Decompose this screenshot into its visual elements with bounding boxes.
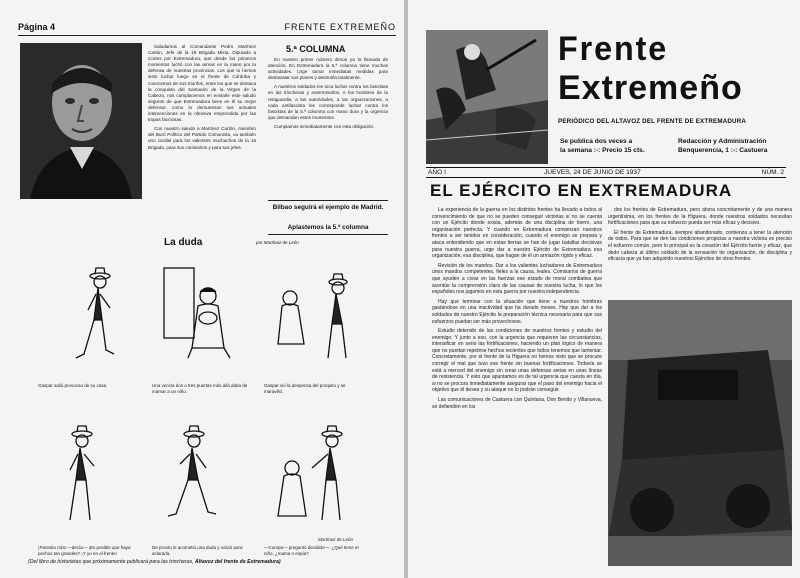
issue-year: AÑO I	[428, 169, 446, 176]
administration-label: Redacción y Administración	[678, 138, 767, 145]
issue-date: JUEVES, 24 DE JUNIO DE 1937	[544, 169, 641, 176]
army-paragraph-6: dos los frentes de Extremadura, pero ahora concretamente y de una manera urgentísima, en los frentes de la Higuera, donde nuestros soldados necesitan fortificaciones para que su esfuerzo pueda ser más eficaz y decisivo.	[608, 207, 792, 227]
publication-price: la semana :-: Precio 15 cts.	[560, 147, 645, 154]
footer-caption-bold: Altavoz del frente de Extremadura)	[194, 559, 281, 565]
dateline-bar	[426, 167, 786, 178]
page-number: Página 4	[18, 22, 56, 32]
comic-panel-2	[150, 258, 250, 378]
masthead-battle-drawing	[426, 30, 548, 164]
masthead-illustration	[426, 30, 548, 164]
army-article-column-1	[432, 207, 602, 569]
quinta-columna-title: 5.ª COLUMNA	[286, 44, 346, 54]
comic-signature: Martínez de León	[318, 537, 354, 542]
publication-frequency: Se publica dos veces a	[560, 138, 633, 145]
mother-child-drawing	[150, 258, 250, 378]
main-headline: EL EJÉRCITO EN EXTREMADURA	[430, 181, 733, 200]
comic-panel-3	[262, 258, 362, 378]
army-paragraph-2: Revisión de los mandos. Dar a los valientes luchadores de Extremadura unos mandos competentes, fieles a la causa, leales. Comisarios de guerra que ayuden a crear en las fuerzas ese estado de moral combativa que acentúe la comprensión clara de las causas de nuestra lucha, lo que los españoles nos jugamos en esta guerra por nuestra independencia.	[432, 262, 602, 296]
issue-number: NÚM. 2	[761, 169, 784, 176]
greeting-paragraph-2: Con nuestro saludo a Martínez Cartón, miembro del Buró Político del Partido Comunista, va también uno cordial para los valientes muchachos de la 16 Brigada, para sus comisarios y para sus jefes.	[148, 126, 256, 150]
army-article-column-2	[608, 207, 792, 295]
army-paragraph-5: Las comunicaciones de Castuera con Quintana, Don Benito y Villanueva, se defienden en los	[432, 397, 602, 410]
comic-caption-5: De pronto le acometió una duda y volvió para aclararla.	[152, 545, 243, 556]
footer-caption-italic: (Del libro de historietas que próximamente publicará para las trincheras,	[28, 559, 194, 565]
armored-vehicle-photo	[608, 300, 792, 566]
man-asking-drawing	[262, 420, 362, 540]
walking-man-drawing	[40, 258, 140, 378]
left-page-header	[18, 22, 396, 36]
quinta-paragraph-2: A nuestros soldados les toca luchar contra los fascistas en las trincheras y exterminarlos. A los hombres de la retaguardia, a las autoridades, a las organizaciones, a cada antifascista les corresponde luchar contra los fascistas de la 5.ª columna con mano dura y la urgencia que demandan estos momentos.	[268, 84, 388, 120]
greeting-paragraph-1: Saludamos al Comandante Pedro Martínez Cartón, Jefe de la 16 Brigada Mixta, Diputado a Cortes por Extremadura, que desde los primeros momentos luchó con las armas en la mano por la defensa de nuestras provincias. Los que lo hemos visto luchar luego en el frente de Córdoba y conocemos de sus triunfos, entre los que se destaca la conquista del Santuario de la Virgen de la Cabeza, nos complacemos en enviarle este saludo seguros de que Extremadura tiene en él su mejor defensor, como lo demuestran sus actuales intervenciones en la ofensiva emprendida por las tropas facciosas.	[148, 44, 256, 123]
army-paragraph-3: Hay que terminar con la situación que tiene a nuestros hombres gastándose en una inactividad que ha durado meses. Hay que dar a los soldados de nuestro Ejército la preparación técnica necesaria para que sus esfuerzos puedan ser más provechosos.	[432, 298, 602, 325]
comic-panel-4	[40, 420, 140, 540]
surprised-man-drawing	[40, 420, 140, 540]
masthead-subtitle: PERIÓDICO DEL ALTAVOZ DEL FRENTE DE EXTREMADURA	[558, 118, 747, 125]
quinta-paragraph-1: En nuestro primer número dimos ya la llamada de atención. En Extremadura la 5.ª columna tiene muchas actividades. Urge tomar inmediatas medidas para desbaratar sus planes y destruirla totalmente.	[268, 57, 388, 81]
comic-panel-1	[40, 258, 140, 378]
man-watching-drawing	[262, 258, 362, 378]
comic-caption-3: Gaspar vió la despensa del porquito y se maravilló.	[264, 383, 346, 394]
administration-info	[678, 137, 767, 155]
divider-line	[268, 234, 388, 235]
administration-address: Benquerencia, 1 :-: Castuera	[678, 147, 768, 154]
bilbao-slogan: Bilbao seguirá el ejemplo de Madrid.	[272, 204, 384, 211]
army-paragraph-7: El frente de Extremadura, siempre abandonado, comienza a tener la atención de todos. Para que se den las condiciones propicias a nuestra victoria es preciso el esfuerzo común, pero lo principal es la creación del Ejército fuerte y eficaz, que dedo cabeza al último soldado de la sensación de organización, de disciplina y eficacia que ya han adquirido nuestros Ejércitos de otros frentes.	[608, 229, 792, 263]
comic-panel-6	[262, 420, 362, 540]
masthead-title-line1: Frente	[558, 30, 669, 68]
comic-author: por Martínez de León	[256, 240, 299, 245]
comic-caption-1: Gaspar salió provocao de su casa.	[38, 383, 108, 388]
divider-line	[268, 200, 388, 201]
running-title: FRENTE EXTREMEÑO	[284, 22, 396, 32]
footer-caption	[28, 559, 388, 565]
right-newspaper-page	[408, 0, 800, 578]
army-paragraph-1: La experiencia de la guerra en los distintos frentes ha llevado a todos al convencimiento de que no se pueden conseguir victorias si no se cuenta con un Ejército donde exista, además de una disciplina de hierro, una organización perfecta. Y cuando en Extremadura comienzan nuestros frentes a ser tenidos en consideración, cuando el enemigo se prepara y ataca entendiendo que en estas tierras se han de jugar batallas decisivas para nuestra guerra, urge dar a nuestro Ejército de Extremadura esa organización, esa disciplina, que hagan de él un armazón rígido y eficaz.	[432, 207, 602, 260]
quinta-paragraph-3: Cumplamos inmediatamente con esta obligación.	[274, 123, 375, 129]
comic-caption-2: Una vecina dos o tres puertas más allá daba de mamar a un niño.	[152, 383, 248, 394]
quinta-columna-article	[268, 57, 388, 199]
publication-info	[560, 137, 645, 155]
armored-vehicle-image	[608, 300, 792, 566]
portrait-photo	[20, 43, 142, 199]
comic-panel-5	[150, 420, 250, 540]
aplastemos-slogan: Aplastemos la 5.ª columna	[287, 224, 369, 231]
portrait-figure	[20, 43, 142, 199]
greeting-article	[148, 44, 256, 232]
comic-title: La duda	[164, 237, 203, 248]
comic-caption-4: ¡Paresito mía! —decía— ¡Es posible que haya pechos tan grandes? ¡Y yo en el frente!	[38, 545, 131, 556]
army-paragraph-4: Estudio detenido de las condiciones de nuestros frentes y estudio del enemigo. Y junto a eso, con la urgencia que requieren las circunstancias, intensificar en serio las fortificaciones, haciendo un plan lógico de manera que no puedan repetirse hechos recientes que todos tenemos que lamentar. Concretamente, por el frente de la Higuera no hemos visto que se procure corregir el mal que tuvo ese frente sin buenas fortificaciones. Todavía se está a merced del enemigo sin crear unas defensas serias en unas líneas de resistencia. Y esto que apuntamos es de tal urgencia que cuesta en día, si no se procura inmediatamente asegurar que el paso del enemigo hacia el objetivo que él desea y su ataque no lo podrán conseguir.	[432, 328, 602, 394]
man-returning-drawing	[150, 420, 250, 540]
masthead-title-line2: Extremeño	[558, 69, 743, 107]
comic-caption-6: —Cumpa— preguntó decidido—. ¿Qué tiene er niño, ¿mama o espía?	[264, 545, 360, 556]
